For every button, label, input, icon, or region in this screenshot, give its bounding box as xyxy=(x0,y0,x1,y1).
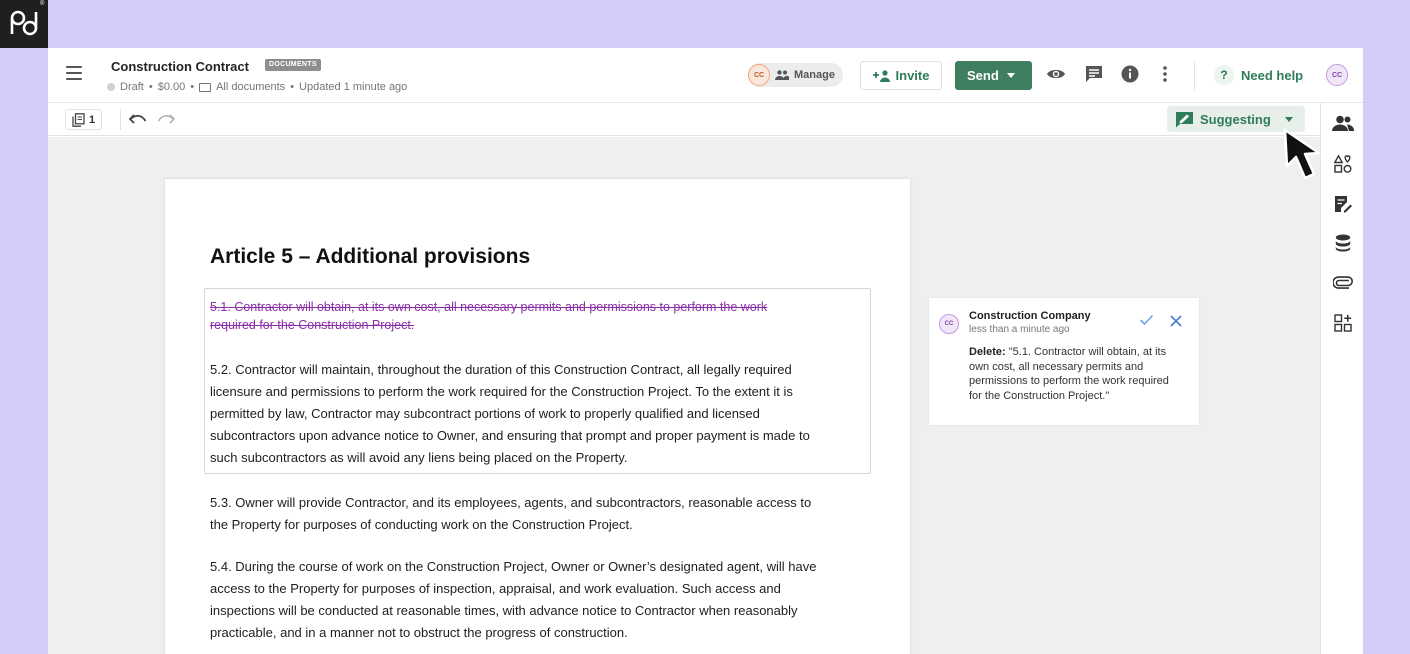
author-avatar: CC xyxy=(939,314,959,334)
accept-check-icon[interactable] xyxy=(1139,314,1154,326)
preview-eye-icon[interactable] xyxy=(1046,67,1066,81)
text-line: access to the Property for purposes of inspection, appraisal, and work evaluation. Such access and xyxy=(210,581,781,596)
toolbar-divider xyxy=(120,109,121,130)
text-line: such subcontractors as will avoid any liens being placed on the Property. xyxy=(210,450,628,465)
user-avatar[interactable]: CC xyxy=(1326,64,1348,86)
pages-button[interactable] xyxy=(65,109,102,130)
text-line: 5.2. Contractor will maintain, throughout the duration of this Construction Contract, all legally required xyxy=(210,362,792,377)
paragraph-5-2[interactable] xyxy=(210,359,860,469)
mouse-pointer-icon xyxy=(1283,128,1335,182)
document-status: Draft xyxy=(120,81,144,93)
content-blocks-icon[interactable] xyxy=(1334,155,1352,173)
comments-icon[interactable] xyxy=(1085,65,1103,83)
people-icon xyxy=(775,70,789,80)
document-page[interactable] xyxy=(165,179,910,654)
text-line: subcontractors upon advance notice to Owner, and ensuring that prompt and proper payment is made to xyxy=(210,428,810,443)
text-line: inspections will be conducted at reasonable times, with advance notice to Contractor when reasonably xyxy=(210,603,798,618)
need-help-label: Need help xyxy=(1241,67,1304,83)
send-button[interactable] xyxy=(955,61,1032,90)
text-line: licensure and permissions to perform the work required for the Construction Project. To the extent it is xyxy=(210,384,793,399)
suggestion-card[interactable] xyxy=(929,298,1199,425)
article-heading[interactable]: Article 5 – Additional provisions xyxy=(210,245,531,268)
suggestion-body xyxy=(969,345,1174,403)
deleted-text-line: 5.1. Contractor will obtain, at its own cost, all necessary permits and permissions to perform the work xyxy=(210,300,768,314)
redo-icon[interactable] xyxy=(157,112,175,126)
pandadoc-logo-icon xyxy=(8,8,40,40)
editor-toolbar xyxy=(48,103,1320,136)
document-title[interactable]: Construction Contract xyxy=(111,59,249,74)
paragraph-5-3[interactable] xyxy=(210,492,860,536)
suggesting-label: Suggesting xyxy=(1200,111,1271,127)
app-window xyxy=(48,48,1363,654)
send-dropdown-icon[interactable] xyxy=(1007,73,1015,78)
send-label: Send xyxy=(967,68,999,83)
document-updated: Updated 1 minute ago xyxy=(299,81,408,93)
page-count: 1 xyxy=(88,113,96,126)
invite-label: Invite xyxy=(895,68,930,83)
add-person-icon xyxy=(873,70,891,82)
suggestion-action: Delete: xyxy=(969,346,1006,358)
suggest-mode-icon xyxy=(1175,111,1194,128)
info-icon[interactable] xyxy=(1121,65,1139,83)
suggestion-author: Construction Company xyxy=(969,310,1091,322)
help-icon: ? xyxy=(1214,65,1234,85)
chevron-down-icon xyxy=(1285,117,1293,122)
recipients-icon[interactable] xyxy=(1332,115,1354,131)
more-vert-icon[interactable] xyxy=(1162,65,1168,83)
document-folder-link[interactable]: All documents xyxy=(216,81,286,93)
deleted-text-line: required for the Construction Project. xyxy=(210,318,415,332)
folder-icon xyxy=(199,83,211,92)
hamburger-menu-icon[interactable] xyxy=(66,66,82,80)
text-line: permitted by law, Contractor may subcontract portions of work to properly qualified and licensed xyxy=(210,406,760,421)
header-divider xyxy=(1194,62,1195,90)
undo-icon[interactable] xyxy=(129,112,147,126)
need-help-button[interactable] xyxy=(1214,65,1303,85)
meta-separator: • xyxy=(190,81,195,93)
document-meta xyxy=(107,81,407,93)
text-line: 5.3. Owner will provide Contractor, and its employees, agents, and subcontractors, reasonable access to xyxy=(210,495,812,510)
manage-label: Manage xyxy=(794,69,835,81)
deleted-paragraph[interactable] xyxy=(210,296,860,336)
document-header xyxy=(48,48,1363,103)
text-line: the Property for purposes of conducting work on the Construction Project. xyxy=(210,517,633,532)
brand-logo xyxy=(0,0,48,48)
pages-icon xyxy=(72,113,85,127)
text-line: practicable, and in a manner not to obstruct the progress of construction. xyxy=(210,625,628,640)
right-sidebar-rail xyxy=(1320,103,1363,654)
suggestion-text: "5.1. Contractor will obtain, at its own cost, all necessary permits and permissions to perform the work required for the Construction Project." xyxy=(969,346,1169,402)
status-dot-icon xyxy=(107,83,115,91)
document-price: $0.00 xyxy=(157,81,186,93)
invite-button[interactable] xyxy=(860,61,942,90)
document-type-badge: DOCUMENTS xyxy=(265,59,321,71)
registered-mark: ® xyxy=(40,1,45,7)
suggestion-time: less than a minute ago xyxy=(969,324,1070,335)
meta-separator: • xyxy=(290,81,295,93)
meta-separator: • xyxy=(148,81,153,93)
collaborator-avatar: CC xyxy=(748,64,770,86)
manage-collaborators[interactable] xyxy=(748,63,843,87)
attachments-icon[interactable] xyxy=(1333,276,1353,290)
variables-icon[interactable] xyxy=(1335,234,1351,252)
paragraph-5-4[interactable] xyxy=(210,556,860,644)
reject-x-icon[interactable] xyxy=(1170,315,1182,327)
document-canvas xyxy=(48,137,1320,654)
fields-icon[interactable] xyxy=(1334,195,1352,213)
add-widgets-icon[interactable] xyxy=(1334,314,1352,332)
text-line: 5.4. During the course of work on the Construction Project, Owner or Owner’s designated agent, will have xyxy=(210,559,817,574)
